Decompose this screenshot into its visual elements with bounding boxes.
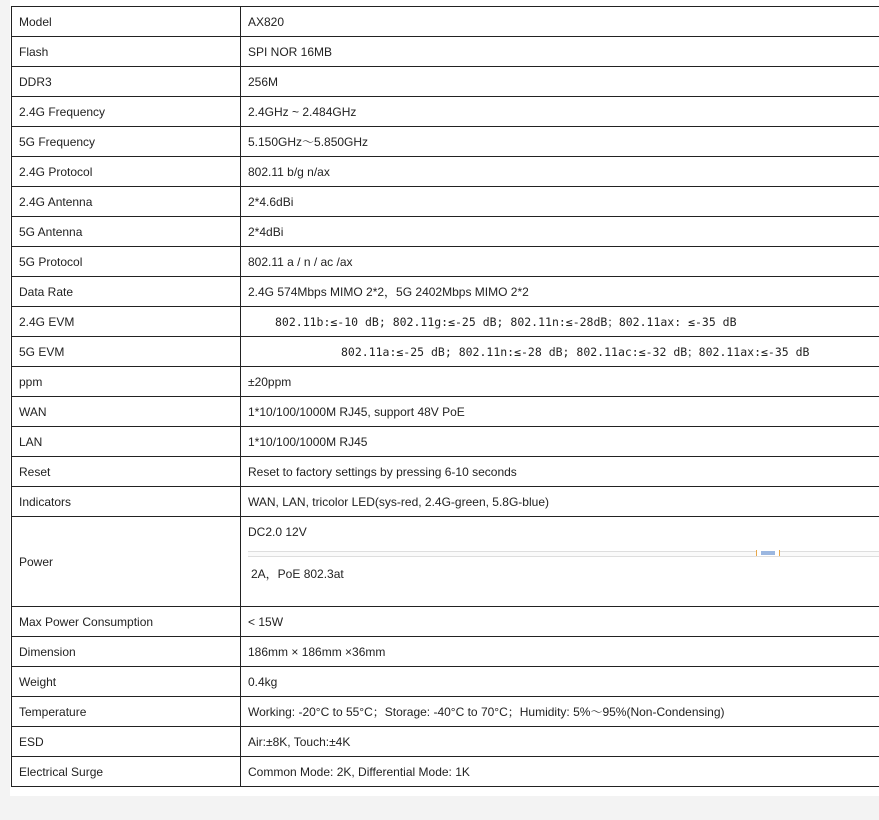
table-row [12, 457, 879, 487]
spec-value-24g-evm: 802.11b:≤-10 dB; 802.11g:≤-25 dB; 802.11n:≤-28dB；802.11ax: ≤-35 dB [241, 307, 879, 337]
table-row [12, 667, 879, 697]
spec-label-lan: LAN [12, 427, 241, 457]
spec-value-esd: Air:±8K, Touch:±4K [241, 727, 879, 757]
spec-label-dimension: Dimension [12, 637, 241, 667]
table-row [12, 727, 879, 757]
spec-label-24g-evm: 2.4G EVM [12, 307, 241, 337]
spec-label-esd: ESD [12, 727, 241, 757]
spec-label-indicators: Indicators [12, 487, 241, 517]
table-row [12, 757, 879, 787]
spec-value-5g-antenna: 2*4dBi [241, 217, 879, 247]
table-row [12, 37, 879, 67]
spec-label-temperature: Temperature [12, 697, 241, 727]
table-row [12, 217, 879, 247]
spec-value-weight: 0.4kg [241, 667, 879, 697]
spec-label-weight: Weight [12, 667, 241, 697]
power-input-text: DC2.0 12V [248, 525, 307, 539]
spec-label-5g-evm: 5G EVM [12, 337, 241, 367]
spec-value-ddr3: 256M [241, 67, 879, 97]
spec-label-wan: WAN [12, 397, 241, 427]
table-row [12, 67, 879, 97]
spec-label-ddr3: DDR3 [12, 67, 241, 97]
table-row [12, 97, 879, 127]
spec-value-flash: SPI NOR 16MB [241, 37, 879, 67]
spec-value-ppm: ±20ppm [241, 367, 879, 397]
spec-sheet [10, 0, 879, 796]
spec-label-24g-antenna: 2.4G Antenna [12, 187, 241, 217]
table-row [12, 127, 879, 157]
spec-value-lan: 1*10/100/1000M RJ45 [241, 427, 879, 457]
power-current-text: 2A，PoE 802.3at [251, 567, 344, 581]
spec-label-5g-antenna: 5G Antenna [12, 217, 241, 247]
spec-value-24g-frequency: 2.4GHz ~ 2.484GHz [241, 97, 879, 127]
spec-label-ppm: ppm [12, 367, 241, 397]
spec-value-indicators: WAN, LAN, tricolor LED(sys-red, 2.4G-green, 5.8G-blue) [241, 487, 879, 517]
spec-value-5g-evm: 802.11a:≤-25 dB; 802.11n:≤-28 dB; 802.11ac:≤-32 dB；802.11ax:≤-35 dB [241, 337, 879, 367]
spec-value-24g-antenna: 2*4.6dBi [241, 187, 879, 217]
embedded-image-strip [248, 551, 879, 557]
table-row [12, 517, 879, 607]
spec-value-model: AX820 [241, 7, 879, 37]
table-row [12, 487, 879, 517]
spec-label-flash: Flash [12, 37, 241, 67]
table-row [12, 337, 879, 367]
spec-label-power: Power [12, 517, 241, 607]
spec-value-electrical-surge: Common Mode: 2K, Differential Mode: 1K [241, 757, 879, 787]
table-row [12, 157, 879, 187]
spec-label-reset: Reset [12, 457, 241, 487]
spec-value-5g-protocol: 802.11 a / n / ac /ax [241, 247, 879, 277]
spec-value-dimension: 186mm × 186mm ×36mm [241, 637, 879, 667]
table-row [12, 397, 879, 427]
spec-value-reset: Reset to factory settings by pressing 6-10 seconds [241, 457, 879, 487]
spec-value-temperature: Working: -20°C to 55°C；Storage: -40°C to 70°C；Humidity: 5%～95%(Non-Condensing) [241, 697, 879, 727]
embedded-image-icon [756, 550, 780, 556]
table-row [12, 637, 879, 667]
table-row [12, 7, 879, 37]
spec-value-power [241, 517, 879, 607]
spec-label-model: Model [12, 7, 241, 37]
specification-table [11, 6, 879, 787]
spec-value-wan: 1*10/100/1000M RJ45, support 48V PoE [241, 397, 879, 427]
table-row [12, 307, 879, 337]
table-row [12, 367, 879, 397]
table-row [12, 427, 879, 457]
spec-label-24g-frequency: 2.4G Frequency [12, 97, 241, 127]
spec-label-5g-frequency: 5G Frequency [12, 127, 241, 157]
spec-label-max-power: Max Power Consumption [12, 607, 241, 637]
table-row [12, 247, 879, 277]
spec-label-5g-protocol: 5G Protocol [12, 247, 241, 277]
table-row [12, 277, 879, 307]
table-row [12, 607, 879, 637]
spec-value-5g-frequency: 5.150GHz～5.850GHz [241, 127, 879, 157]
spec-label-24g-protocol: 2.4G Protocol [12, 157, 241, 187]
spec-label-data-rate: Data Rate [12, 277, 241, 307]
table-row [12, 187, 879, 217]
table-row [12, 697, 879, 727]
spec-value-max-power: < 15W [241, 607, 879, 637]
spec-label-electrical-surge: Electrical Surge [12, 757, 241, 787]
spec-value-data-rate: 2.4G 574Mbps MIMO 2*2，5G 2402Mbps MIMO 2*2 [241, 277, 879, 307]
spec-value-24g-protocol: 802.11 b/g n/ax [241, 157, 879, 187]
